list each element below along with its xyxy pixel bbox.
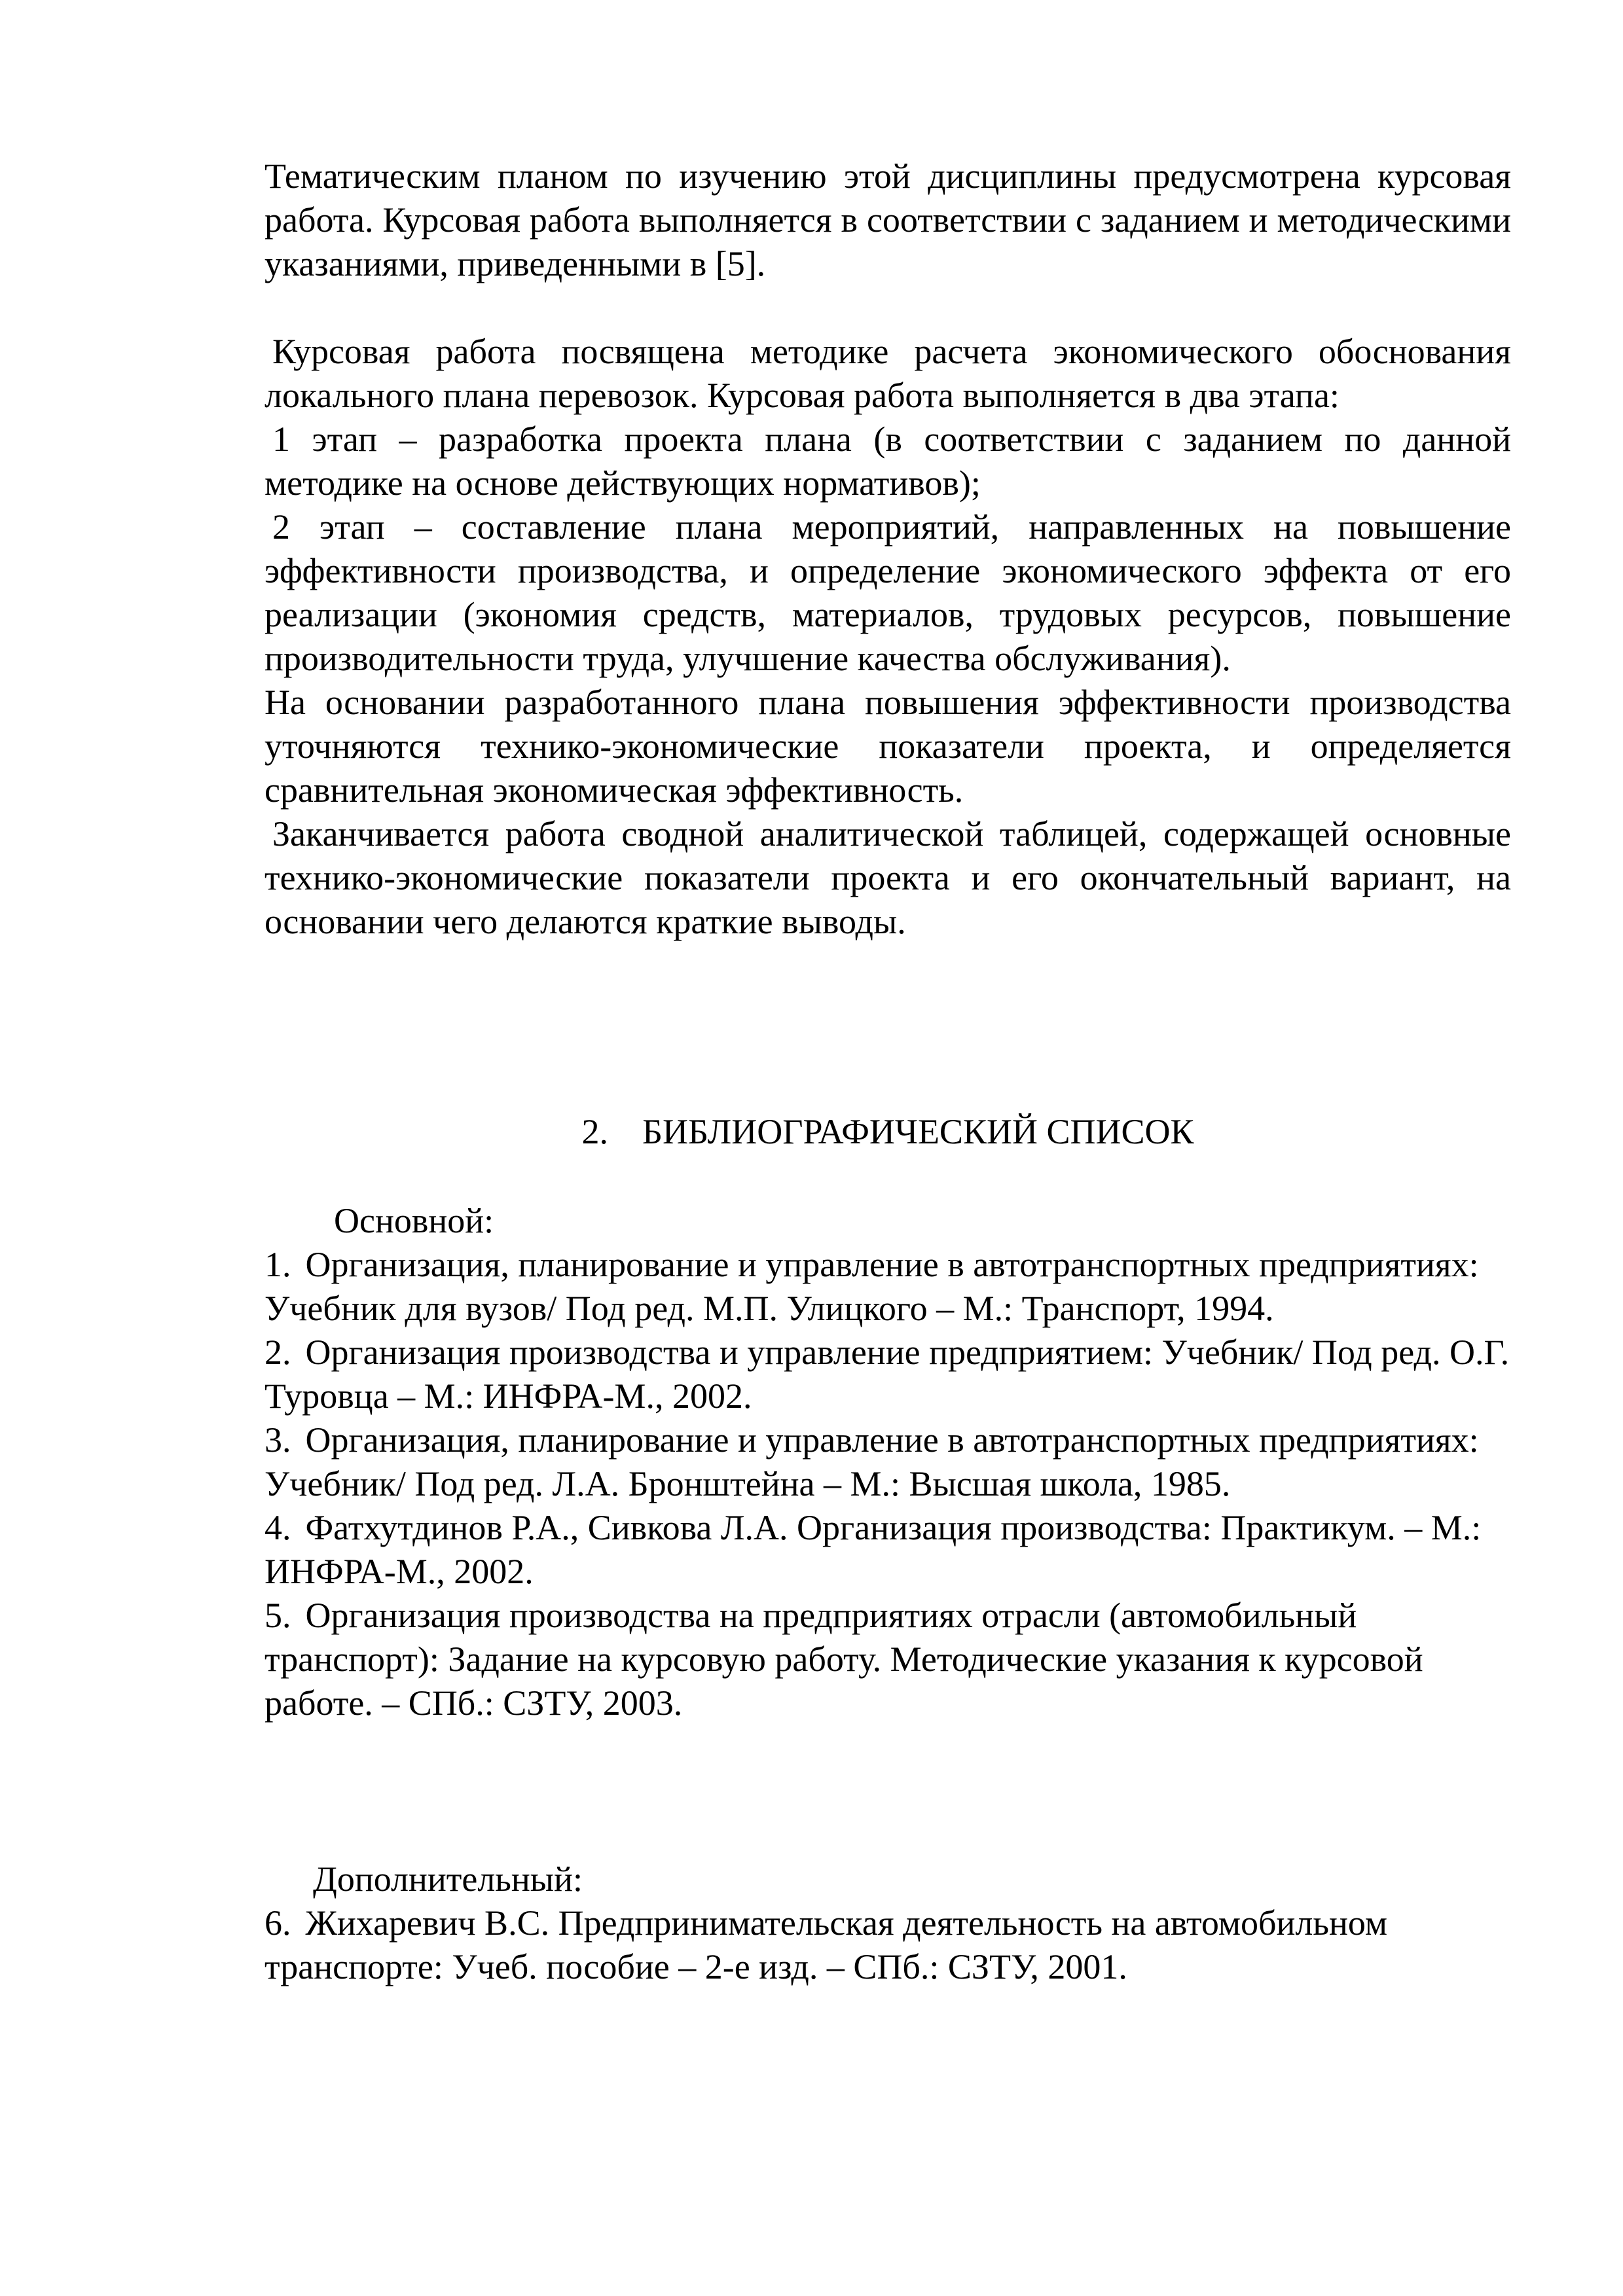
reference-item bbox=[264, 1418, 1511, 1506]
reference-text: Организация, планирование и управление в автотранспортных предприятиях: Учебник/ Под ред. Л.А. Бронштейна – М.: Высшая школа, 1985. bbox=[264, 1420, 1479, 1503]
reference-number: 4. bbox=[264, 1508, 291, 1547]
paragraph-coursework-topic: Курсовая работа посвящена методике расчета экономического обоснования локального плана перевозок. Курсовая работа выполняется в два этапа: bbox=[264, 332, 1511, 415]
reference-item bbox=[264, 1331, 1511, 1418]
reference-text: Жихаревич В.С. Предпринимательская деятельность на автомобильном транспорте: Учеб. пособие – 2-е изд. – СПб.: СЗТУ, 2001. bbox=[264, 1903, 1387, 1986]
intro-section bbox=[264, 154, 1511, 286]
reference-number: 3. bbox=[264, 1420, 291, 1460]
reference-text: Организация производства на предприятиях отрасли (автомобильный транспорт): Задание на курсовую работу. Методические указания к курсовой работе. – СПб.: СЗТУ, 2003. bbox=[264, 1596, 1423, 1723]
reference-text: Организация производства и управление предприятием: Учебник/ Под ред. О.Г. Туровца – М.: ИНФРА-М., 2002. bbox=[264, 1333, 1510, 1416]
paragraph-stage-1: 1 этап – разработка проекта плана (в соответствии с заданием по данной методике на основе действующих нормативов); bbox=[264, 420, 1511, 503]
bibliography-main bbox=[264, 1199, 1511, 1725]
section-heading bbox=[264, 1110, 1511, 1154]
reference-number: 5. bbox=[264, 1596, 291, 1635]
section-title: БИБЛИОГРАФИЧЕСКИЙ СПИСОК bbox=[642, 1112, 1194, 1151]
extra-list-label: Дополнительный: bbox=[313, 1859, 583, 1899]
coursework-section bbox=[264, 330, 1511, 944]
reference-item bbox=[264, 1243, 1511, 1331]
bibliography-extra bbox=[264, 1857, 1511, 1989]
main-reference-list bbox=[264, 1243, 1511, 1725]
reference-number: 2. bbox=[264, 1333, 291, 1372]
main-list-label: Основной: bbox=[334, 1201, 494, 1240]
reference-text: Фатхутдинов Р.А., Сивкова Л.А. Организация производства: Практикум. – М.: ИНФРА-М., 2002. bbox=[264, 1508, 1482, 1591]
reference-text: Организация, планирование и управление в автотранспортных предприятиях: Учебник для вузов/ Под ред. М.П. Улицкого – М.: Транспорт, 1994. bbox=[264, 1245, 1479, 1328]
reference-item bbox=[264, 1594, 1511, 1725]
paragraph-stage-2: 2 этап – составление плана мероприятий, направленных на повышение эффективности производства, и определение экономического эффекта от его реализации (экономия средств, материалов, трудовых ресурсов, повышение производительности труда, улучшение качества обслуживания). bbox=[264, 507, 1511, 678]
reference-number: 1. bbox=[264, 1245, 291, 1284]
reference-item bbox=[264, 1901, 1511, 1989]
reference-item bbox=[264, 1506, 1511, 1594]
paragraph-plan-basis: На основании разработанного плана повышения эффективности производства уточняются технико-экономические показатели проекта, и определяется сравнительная экономическая эффективность. bbox=[264, 683, 1511, 810]
reference-number: 6. bbox=[264, 1903, 291, 1943]
paragraph-conclusion: Заканчивается работа сводной аналитической таблицей, содержащей основные технико-экономические показатели проекта и его окончательный вариант, на основании чего делаются краткие выводы. bbox=[264, 814, 1511, 941]
paragraph-thematic-plan: Тематическим планом по изучению этой дисциплины предусмотрена курсовая работа. Курсовая работа выполняется в соответствии с заданием и методическими указаниями, приведенными в [5]. bbox=[264, 156, 1511, 283]
section-number: 2. bbox=[581, 1112, 608, 1151]
